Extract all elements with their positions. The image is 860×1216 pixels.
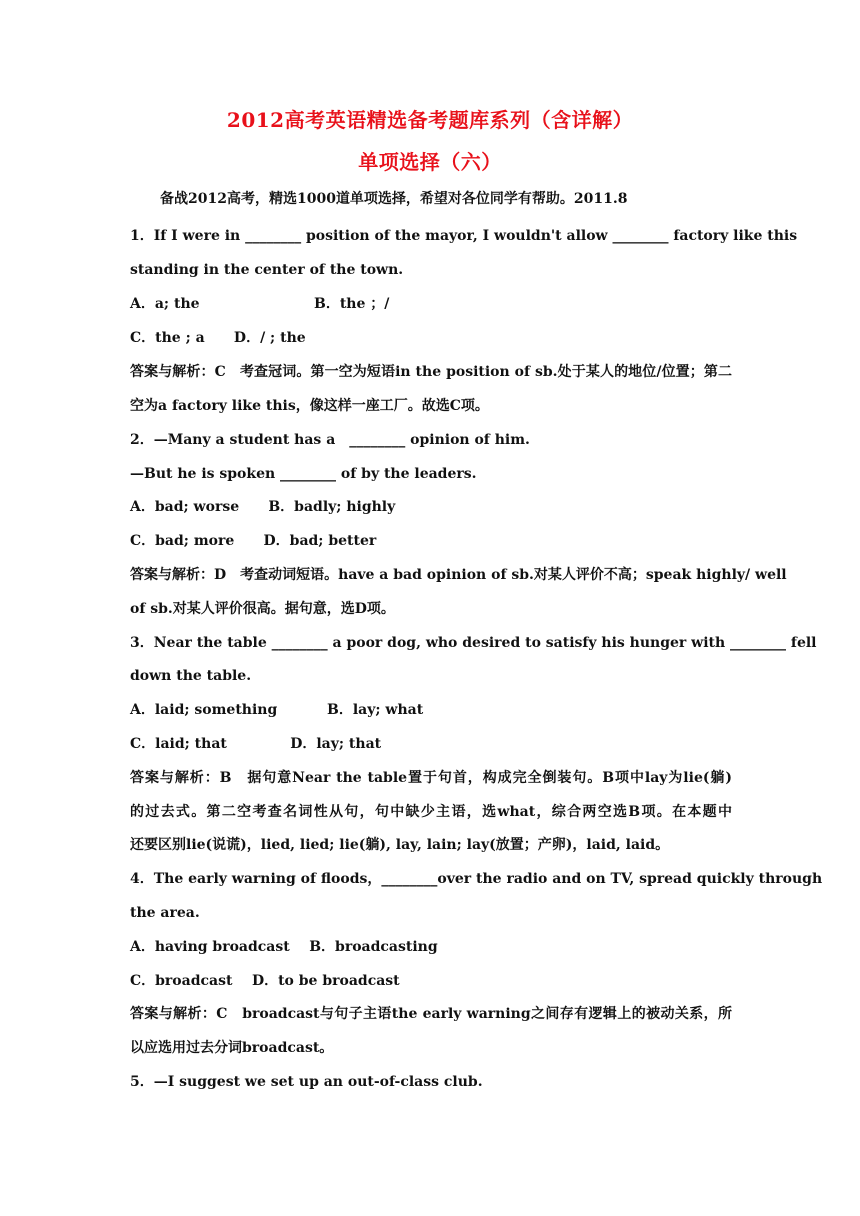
question-1-option-b: B．the ；/ bbox=[314, 296, 390, 312]
question-4-answer-cont: 以应选用过去分词broadcast。 bbox=[130, 1040, 334, 1056]
question-2-options-ab: A．bad; worse B．badly; highly bbox=[130, 499, 396, 515]
question-3-stem-cont: down the table. bbox=[130, 668, 252, 684]
question-1-stem: 1．If I were in ________ position of the mayor, I wouldn't allow ________ factory like this bbox=[130, 228, 798, 244]
question-4-answer: 答案与解析：C broadcast与句子主语the early warning之间存有逻辑上的被动关系，所 bbox=[130, 1006, 732, 1022]
question-4-stem-cont: the area. bbox=[130, 905, 200, 921]
question-3-answer-cont-2: 还要区别lie(说谎)，lied, lied; lie(躺), lay, lain; lay(放置；产卵)，laid, laid。 bbox=[130, 837, 670, 853]
document-subtitle: 单项选择（六） bbox=[358, 150, 502, 174]
question-1-answer-cont: 空为a factory like this，像这样一座工厂。故选C项。 bbox=[130, 398, 489, 414]
question-2-stem-cont: —But he is spoken ________ of by the leaders. bbox=[130, 466, 477, 482]
question-5-stem: 5．—I suggest we set up an out-of-class club. bbox=[130, 1074, 483, 1090]
question-2-answer-cont: of sb.对某人评价很高。据句意，选D项。 bbox=[130, 601, 395, 617]
question-2-options-cd: C．bad; more D．bad; better bbox=[130, 533, 377, 549]
question-3-options-cd: C．laid; that D．lay; that bbox=[130, 736, 382, 752]
question-2-answer: 答案与解析：D 考查动词短语。have a bad opinion of sb.对某人评价不高；speak highly/ well bbox=[130, 567, 787, 583]
document-title: 2012高考英语精选备考题库系列（含详解） bbox=[226, 108, 634, 132]
question-3-option-b: B．lay; what bbox=[327, 702, 424, 718]
question-3-answer: 答案与解析：B 据句意Near the table置于句首，构成完全倒装句。B项中lay为lie(躺) bbox=[130, 770, 732, 786]
question-3-option-a: A．laid; something bbox=[130, 702, 278, 718]
question-1-answer: 答案与解析：C 考查冠词。第一空为短语in the position of sb.处于某人的地位/位置；第二 bbox=[130, 364, 732, 380]
question-3-answer-cont-1: 的过去式。第二空考查名词性从句，句中缺少主语，选what，综合两空选B项。在本题中 bbox=[130, 804, 732, 820]
question-1-options-cd: C．the ; a D．/ ; the bbox=[130, 330, 306, 346]
intro-text: 备战2012高考，精选1000道单项选择，希望对各位同学有帮助。2011.8 bbox=[160, 191, 628, 207]
question-4-options-ab: A．having broadcast B．broadcasting bbox=[130, 939, 438, 955]
question-1-option-a: A．a; the bbox=[130, 296, 200, 312]
question-4-stem: 4．The early warning of floods，________over the radio and on TV, spread quickly through bbox=[130, 871, 823, 887]
question-1-stem-cont: standing in the center of the town. bbox=[130, 262, 404, 278]
question-2-stem: 2．—Many a student has a ________ opinion of him. bbox=[130, 432, 530, 448]
question-4-options-cd: C．broadcast D．to be broadcast bbox=[130, 973, 400, 989]
question-3-stem: 3．Near the table ________ a poor dog, who desired to satisfy his hunger with ________ fell bbox=[130, 635, 817, 651]
